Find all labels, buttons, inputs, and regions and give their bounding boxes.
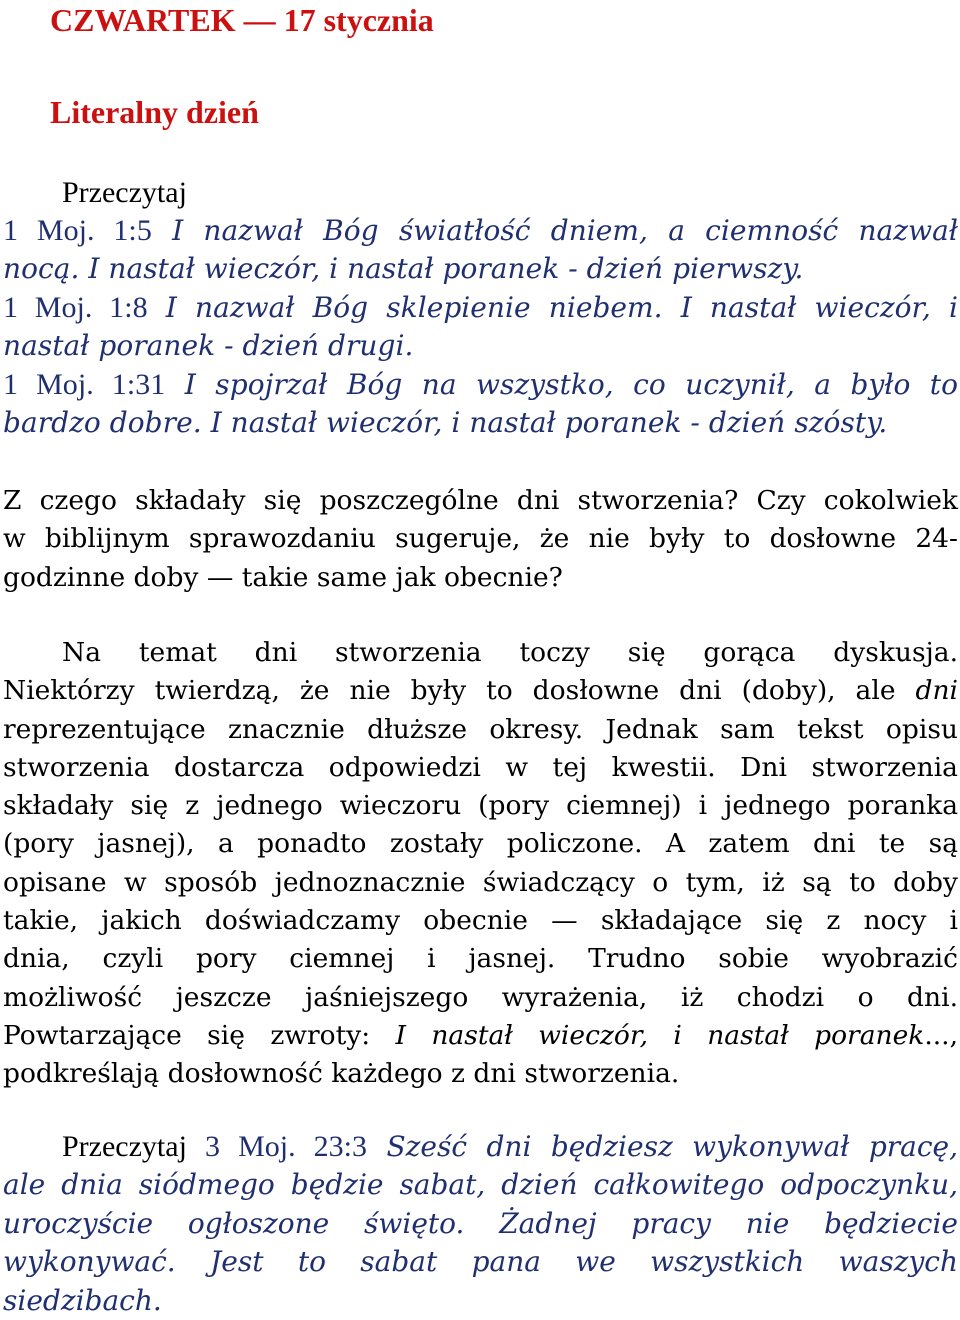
final-line bbox=[3, 1128, 958, 1166]
paragraph-line: podkreślają dosłowność każdego z dni stworzenia. bbox=[3, 1058, 680, 1090]
final-line: siedzibach. bbox=[3, 1283, 162, 1317]
verse-text: Sześć dni będziesz wykonywał pracę, bbox=[367, 1130, 958, 1163]
paragraph-line: takie, jakich doświadczamy obecnie — składające się z nocy i bbox=[3, 905, 958, 937]
day-heading: CZWARTEK — 17 stycznia bbox=[50, 2, 434, 38]
verse-line: nastał poranek - dzień drugi. bbox=[3, 329, 414, 363]
paragraph-line: (pory jasnej), a ponadto zostały policzone. A zatem dni te są bbox=[3, 828, 958, 860]
verse-line bbox=[3, 366, 958, 404]
read-instruction: Przeczytaj bbox=[62, 1130, 205, 1163]
paragraph-line: składały się z jednego wieczoru (pory ciemnej) i jednego poranka bbox=[3, 790, 958, 822]
paragraph-line: opisane w sposób jednoznacznie świadczący o tym, iż są to doby bbox=[3, 866, 958, 898]
paragraph-line: dnia, czyli pory ciemnej i jasnej. Trudno sobie wyobrazić bbox=[3, 943, 958, 975]
lesson-title: Literalny dzień bbox=[50, 94, 259, 130]
final-line: uroczyście ogłoszone święto. Żadnej pracy nie będziecie bbox=[3, 1206, 958, 1240]
verse-text: I spojrzał Bóg na wszystko, co uczynił, a było to bbox=[165, 367, 958, 401]
paragraph-line: możliwość jeszcze jaśniejszego wyrażenia, iż chodzi o dni. bbox=[3, 981, 958, 1013]
emphasis-text: dni bbox=[915, 675, 958, 707]
verse-text: I nazwał Bóg światłość dniem, a ciemność nazwał bbox=[151, 214, 958, 247]
verse-reference: 1 Moj. 1:8 bbox=[3, 290, 148, 324]
paragraph-text: ..., bbox=[924, 1019, 959, 1051]
question-line: godzinne doby — takie same jak obecnie? bbox=[3, 561, 563, 593]
paragraph-text: Niektórzy twierdzą, że nie były to dosłowne dni (doby), ale bbox=[3, 675, 916, 707]
question-line: w biblijnym sprawozdaniu sugeruje, że nie były to dosłowne 24- bbox=[3, 523, 958, 555]
paragraph-line: reprezentujące znacznie dłuższe okresy. Jednak sam tekst opisu bbox=[3, 713, 958, 745]
question-line: Z czego składały się poszczególne dni stworzenia? Czy cokolwiek bbox=[3, 485, 958, 516]
paragraph-line bbox=[3, 1017, 958, 1055]
verse-reference: 3 Moj. 23:3 bbox=[205, 1130, 367, 1163]
final-line: ale dnia siódmego będzie sabat, dzień całkowitego odpoczynku, bbox=[3, 1168, 958, 1202]
quoted-phrase: I nastał wieczór, i nastał poranek bbox=[395, 1019, 925, 1051]
paragraph-line: stworzenia dostarcza odpowiedzi w tej kwestii. Dni stworzenia bbox=[3, 751, 958, 783]
verse-reference: 1 Moj. 1:5 bbox=[3, 214, 152, 247]
paragraph-line: Na temat dni stworzenia toczy się gorąca dyskusja. bbox=[62, 637, 958, 668]
final-reading bbox=[3, 1128, 958, 1320]
verse-line bbox=[3, 212, 958, 250]
commentary-paragraph bbox=[3, 634, 958, 1094]
verse-reference: 1 Moj. 1:31 bbox=[3, 367, 166, 401]
read-instruction: Przeczytaj bbox=[62, 176, 187, 209]
final-line: wykonywać. Jest to sabat pana we wszystkich waszych bbox=[3, 1245, 958, 1279]
study-question bbox=[3, 482, 958, 597]
verse-line: nocą. I nastał wieczór, i nastał poranek - dzień pierwszy. bbox=[3, 252, 804, 286]
paragraph-line bbox=[3, 672, 958, 710]
verse-line bbox=[3, 289, 958, 327]
verse-text: I nazwał Bóg sklepienie niebem. I nastał wieczór, i bbox=[147, 290, 958, 324]
paragraph-text: Powtarzające się zwroty: bbox=[3, 1019, 396, 1051]
scripture-verses bbox=[3, 212, 958, 442]
verse-line: bardzo dobre. I nastał wieczór, i nastał poranek - dzień szósty. bbox=[3, 406, 888, 440]
